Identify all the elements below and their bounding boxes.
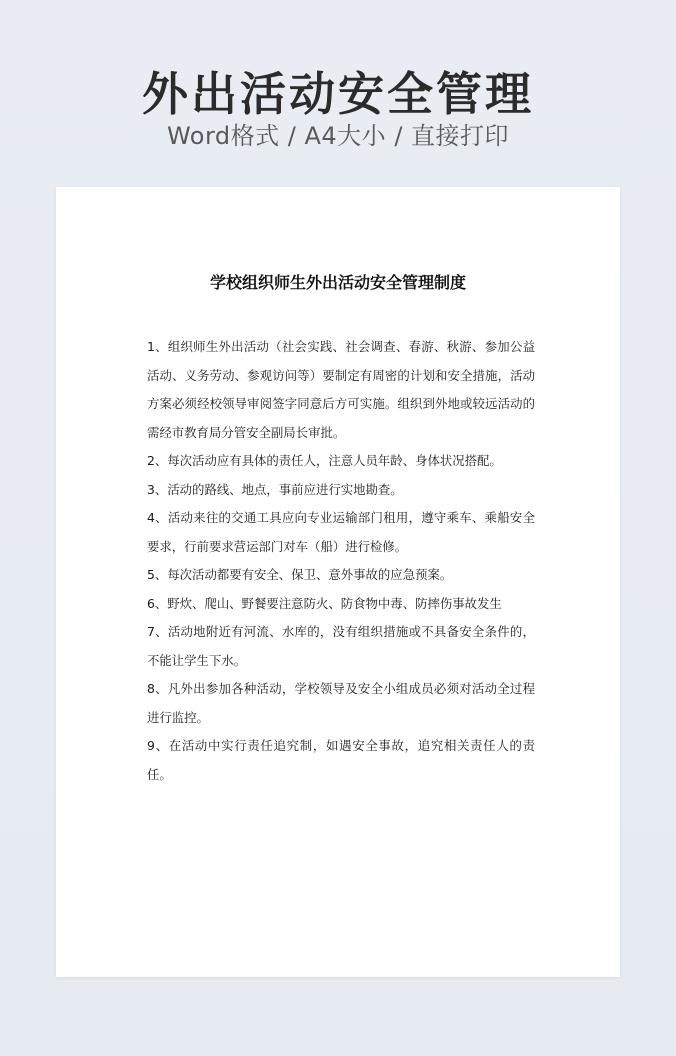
paragraph-6: 6、野炊、爬山、野餐要注意防火、防食物中毒、防摔伤事故发生 [147, 595, 502, 611]
paragraph-7: 7、活动地附近有河流、水库的，没有组织措施或不具备安全条件的，不能让学生下水。 [147, 624, 535, 668]
document-body [147, 333, 535, 789]
banner-title: 外出活动安全管理 [142, 67, 534, 121]
paragraph-4: 4、活动来往的交通工具应向专业运输部门租用，遵守乘车、乘船安全要求，行前要求营运部门对车（船）进行检修。 [147, 510, 535, 554]
banner-subtitle: Word格式 / A4大小 / 直接打印 [166, 122, 510, 150]
paragraph-1: 1、组织师生外出活动（社会实践、社会调查、春游、秋游、参加公益活动、义务劳动、参观访问等）要制定有周密的计划和安全措施，活动方案必须经校领导审阅签字同意后方可实施。组织到外地或较远活动的需经市教育局分管安全副局长审批。 [147, 339, 535, 440]
paragraph-3: 3、活动的路线、地点，事前应进行实地勘查。 [147, 481, 403, 497]
document-page [56, 187, 620, 977]
paragraph-5: 5、每次活动都要有安全、保卫、意外事故的应急预案。 [147, 567, 453, 582]
paragraph-9: 9、在活动中实行责任追究制，如遇安全事故，追究相关责任人的责任。 [147, 738, 535, 782]
document-title: 学校组织师生外出活动安全管理制度 [209, 273, 466, 292]
paragraph-2: 2、每次活动应有具体的责任人，注意人员年龄、身体状况搭配。 [147, 453, 502, 468]
paragraph-8: 8、凡外出参加各种活动，学校领导及安全小组成员必须对活动全过程进行监控。 [147, 681, 535, 725]
